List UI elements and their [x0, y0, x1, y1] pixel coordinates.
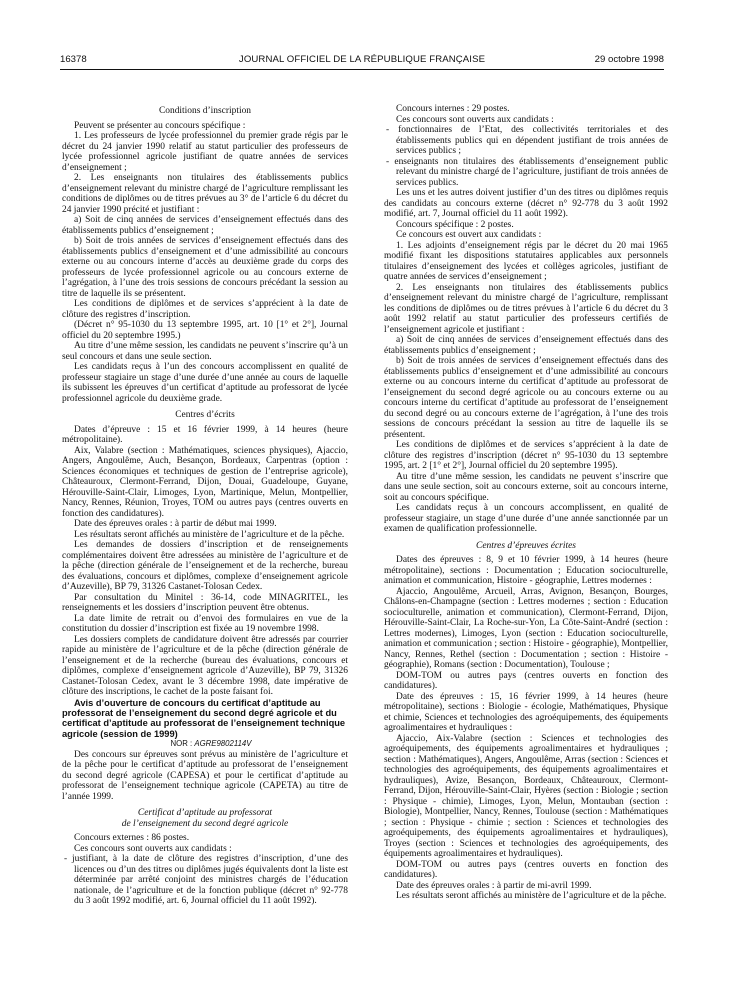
left-column	[62, 100, 348, 907]
paragraph: Les candidats reçus à l’un des concours accomplissent en qualité de professeur stagiaire un stage d’une durée d’une année au cours de laquelle ils subissent les épreuves d’un certificat d’aptitude au professorat de lycée professionnel agricole du deuxième grade.	[62, 362, 348, 404]
paragraph: (Décret n° 95-1030 du 13 septembre 1995, art. 10 [1° et 2°], Journal officiel du 20 septembre 1995.)	[62, 320, 348, 341]
dash-item: - enseignants non titulaires des établissements d’enseignement public relevant du ministre chargé de l’agriculture, justifiant de trois années de services publics.	[384, 157, 668, 189]
paragraph: Peuvent se présenter au concours spécifique :	[74, 120, 246, 131]
paragraph: Les résultats seront affichés au ministère de l’agriculture et de la pêche.	[74, 529, 345, 540]
page-header	[60, 52, 664, 68]
paragraph: b) Soit de trois années de services d’enseignement effectués dans des établissements publics d’enseignement et d’une admissibilité au concours externe ou au concours interne d’accès au deuxième grade du corps des professeurs de lycée professionnel agricole ou au concours externe de l’agrégation, à l’une des trois sessions de concours précédant la session au titre de laquelle ils se présentent.	[62, 236, 348, 299]
heading-capesa	[62, 808, 348, 829]
paragraph: Les candidats reçus à un concours accomplissent, en qualité de professeur stagiaire, un stage d’une durée d’une année sanctionnée par un examen de qualification professionnelle.	[384, 503, 668, 534]
dash-item: - justifiant, à la date de clôture des registres d’inscription, d’une des licences ou d’un des titres ou diplômes jugés équivalents dont la liste est déterminée par arrêté conjoint des ministres chargés de l’éducation nationale, de l’agriculture et de la fonction publique (décret n° 92-778 du 3 août 1992 modifié, art. 6, Journal officiel du 11 août 1992).	[62, 854, 348, 907]
heading-centres-epreuves: Centres d’épreuves écrites	[476, 540, 576, 551]
paragraph: Les conditions de diplômes et de services s’apprécient à la date de clôture des registres d’inscription (décret n° 95-1030 du 13 septembre 1995, art. 2 [1° et 2°], Journal officiel du 20 septembre 1995).	[384, 440, 668, 471]
paragraph: Concours externes : 86 postes.	[74, 833, 190, 844]
paragraph: Ajaccio, Angoulême, Arcueil, Arras, Avignon, Besançon, Bourges, Châlons-en-Champagne (section : Lettres modernes ; section : Education socioculturelle, animation et communication), Clermont-Ferrand, Dijon, Hérouville-Saint-Clair, La Roche-sur-Yon, La Côte-Saint-André (section : Lettres modernes), Limoges, Lyon (section : Education socioculturelle, animation et communication ; section : Histoire - géographie), Montpellier, Nancy, Rennes, Rethel (section : Documentation ; section : Histoire - géographie), Romans (section : Documentation), Toulouse ;	[384, 586, 668, 670]
notice-title: Avis d’ouverture de concours du certificat d’aptitude au professorat de l’enseignement du second degré agricole et du certificat d’aptitude au professorat de l’enseignement technique agricole (session de 1999)	[62, 697, 346, 739]
paragraph: Les résultats seront affichés au ministère de l’agriculture et de la pêche.	[396, 891, 667, 901]
paragraph: Par consultation du Minitel : 36-14, code MINAGRITEL, les renseignements et les dossiers d’inscription peuvent être obtenus.	[62, 592, 348, 613]
paragraph: Les dossiers complets de candidature doivent être adressés par courrier rapide au ministère de l’agriculture et de la pêche (direction générale de l’enseignement et de la recherche (bureau des évaluations, concours et diplômes, complexe d’enseignement agricole d’Auzeville), BP 79, 31326 Castanet-Tolosan Cedex, avant le 3 décembre 1998, date impérative de clôture des inscriptions, le cachet de la poste faisant foi.	[62, 634, 348, 697]
paragraph: 2. Les enseignants non titulaires des établissements publics d’enseignement relevant du ministre chargé de l’agriculture remplissant les conditions de diplômes ou de titres prévues au 3° de l’article 6 du décret du 24 janvier 1990 précité et justifiant :	[62, 173, 348, 215]
paragraph: Ces concours sont ouverts aux candidats :	[74, 843, 232, 854]
paragraph: 2. Les enseignants non titulaires des établissements publics d’enseignement relevant du ministre chargé de l’agriculture, remplissant les conditions de diplômes ou de titres prévues à l’article 6 du décret du 3 août 1992 relatif au statut particulier des professeurs certifiés de l’enseignement agricole et justifiant :	[384, 282, 668, 335]
header-rule	[60, 69, 664, 70]
paragraph: Des concours sur épreuves sont prévus au ministère de l’agriculture et de la pêche pour le certificat d’aptitude au professorat de l’enseignement du second degré agricole (CAPESA) et pour le certificat d’aptitude au professorat de l’enseignement technique agricole (CAPETA) au titre de l’année 1999.	[62, 749, 348, 802]
paragraph: Au titre d’une même session, les candidats ne peuvent s’inscrire que dans une seule section, soit au concours externe, soit au concours interne, soit au concours spécifique.	[384, 471, 668, 503]
page-number: 16378	[60, 54, 87, 65]
paragraph: 1. Les adjoints d’enseignement régis par le décret du 20 mai 1965 modifié fixant les dispositions statutaires applicables aux personnels titulaires d’enseignement des lycées et collèges agricoles, justifiant de quatre années de services d’enseignement ;	[384, 240, 668, 282]
nor-label: NOR :	[170, 739, 193, 749]
paragraph: a) Soit de cinq années de services d’enseignement effectués dans des établissements publics d’enseignement ;	[384, 335, 668, 356]
nor-code: AGRE9802114V	[194, 739, 252, 749]
paragraph: Ce concours est ouvert aux candidats :	[396, 230, 542, 240]
issue-date: 29 octobre 1998	[594, 54, 664, 65]
paragraph: Au titre d’une même session, les candidats ne peuvent s’inscrire qu’à un seul concours et dans une seule section.	[62, 341, 348, 362]
paragraph: Date des épreuves orales : à partir de début mai 1999.	[74, 519, 277, 529]
paragraph: Date des épreuves orales : à partir de mi-avril 1999.	[396, 880, 592, 891]
heading-conditions: Conditions d’inscription	[158, 106, 251, 116]
heading-capesa-line2: de l’enseignement du second degré agricole	[121, 818, 289, 829]
paragraph: Ces concours sont ouverts aux candidats :	[396, 114, 554, 125]
paragraph: Date des épreuves : 15, 16 février 1999, à 14 heures (heure métropolitaine), sections : Biologie - écologie, Mathématiques, Physique et chimie, Sciences et technologies des agroéquipements, des équipements agroalimentaires et hydrauliques :	[384, 691, 668, 733]
paragraph: Les uns et les autres doivent justifier d’un des titres ou diplômes requis des candidats au concours externe (décret n° 92-778 du 3 août 1992 modifié, art. 7, Journal officiel du 11 août 1992).	[384, 188, 668, 219]
paragraph: Concours spécifique : 2 postes.	[396, 219, 514, 230]
right-column	[384, 104, 668, 902]
paragraph: DOM-TOM ou autres pays (centres ouverts en fonction des candidatures).	[384, 859, 668, 880]
paragraph: Dates d’épreuve : 15 et 16 février 1999, à 14 heures (heure métropolitaine).	[62, 424, 348, 445]
paragraph: DOM-TOM ou autres pays (centres ouverts en fonction des candidatures).	[384, 670, 668, 691]
paragraph: 1. Les professeurs de lycée professionnel du premier grade régis par le décret du 24 janvier 1990 relatif au statut particulier des professeurs de lycée professionnel agricole justifiant de quatre années de services d’enseignement ;	[62, 131, 348, 173]
journal-title: JOURNAL OFFICIEL DE LA RÉPUBLIQUE FRANÇAISE	[238, 54, 486, 65]
dash-item: - fonctionnaires de l’Etat, des collectivités territoriales et des établissements publics qui en dépendent justifiant de trois années de services publics ;	[384, 125, 668, 157]
heading-capesa-line1: Certificat d’aptitude au professorat	[137, 808, 273, 819]
nor-reference	[62, 739, 348, 750]
paragraph: Ajaccio, Aix-Valabre (section : Sciences et technologies des agroéquipements, des équipements agroalimentaires et hydrauliques ; section : Mathématiques), Angers, Angoulême, Arras (section : Sciences et technologies des agroéquipements, des équipements agroalimentaires et hydrauliques), Avize, Besançon, Bordeaux, Châteauroux, Clermont-Ferrand, Dijon, Hérouville-Saint-Clair, Hyères (section : Biologie ; section : Physique - chimie), Limoges, Lyon, Melun, Montauban (section : Biologie), Montpellier, Nancy, Rennes, Toulouse (section : Mathématiques ; section : Physique - chimie ; section : Sciences et technologies des agroéquipements, des équipements agroalimentaires et hydrauliques), Troyes (section : Sciences et technologies des agroéquipements, des équipements agroalimentaires et hydrauliques).	[384, 733, 668, 859]
paragraph: Aix, Valabre (section : Mathématiques, sciences physiques), Ajaccio, Angers, Angoulême, Auch, Besançon, Bordeaux, Carpentras (option : Sciences économiques et techniques de gestion de l’entreprise agricole), Châteauroux, Clermont-Ferrand, Dijon, Douai, Guadeloupe, Guyane, Hérouville-Saint-Clair, Limoges, Lyon, Martinique, Melun, Montpellier, Nancy, Rennes, Réunion, Troyes, TOM ou autres pays (centres ouverts en fonction des candidatures).	[62, 445, 348, 519]
heading-centres-ecrits: Centres d’écrits	[175, 410, 235, 420]
paragraph: Concours internes : 29 postes.	[396, 104, 510, 114]
paragraph: Les conditions de diplômes et de services s’apprécient à la date de clôture des registres d’inscription.	[62, 299, 348, 320]
paragraph: a) Soit de cinq années de services d’enseignement effectués dans des établissements publics d’enseignement ;	[62, 215, 348, 236]
paragraph: La date limite de retrait ou d’envoi des formulaires en vue de la constitution du dossier d’inscription est fixée au 19 novembre 1998.	[62, 613, 348, 634]
paragraph: Dates des épreuves : 8, 9 et 10 février 1999, à 14 heures (heure métropolitaine), sections : Documentation ; Education socioculturelle, animation et communication, Histoire - géographie, Lettres modernes :	[384, 555, 668, 586]
paragraph: Les demandes de dossiers d’inscription et de renseignements complémentaires doivent être adressées au ministère de l’agriculture et de la pêche (direction générale de l’enseignement et de la recherche, bureau des évaluations, concours et diplômes, complexe d’enseignement agricole d’Auzeville), BP 79, 31326 Castanet-Tolosan Cedex.	[62, 540, 348, 592]
paragraph: b) Soit de trois années de services d’enseignement effectués dans des établissements publics d’enseignement et d’une admissibilité au concours externe ou au concours interne du certificat d’aptitude au professorat de l’enseignement du second degré agricole ou au concours externe ou au concours interne du certificat d’aptitude au professorat de l’enseignement du second degré ou au concours externe de l’agrégation, à l’une des trois sessions de concours précédant la session au titre de laquelle ils se présentent.	[384, 356, 668, 440]
